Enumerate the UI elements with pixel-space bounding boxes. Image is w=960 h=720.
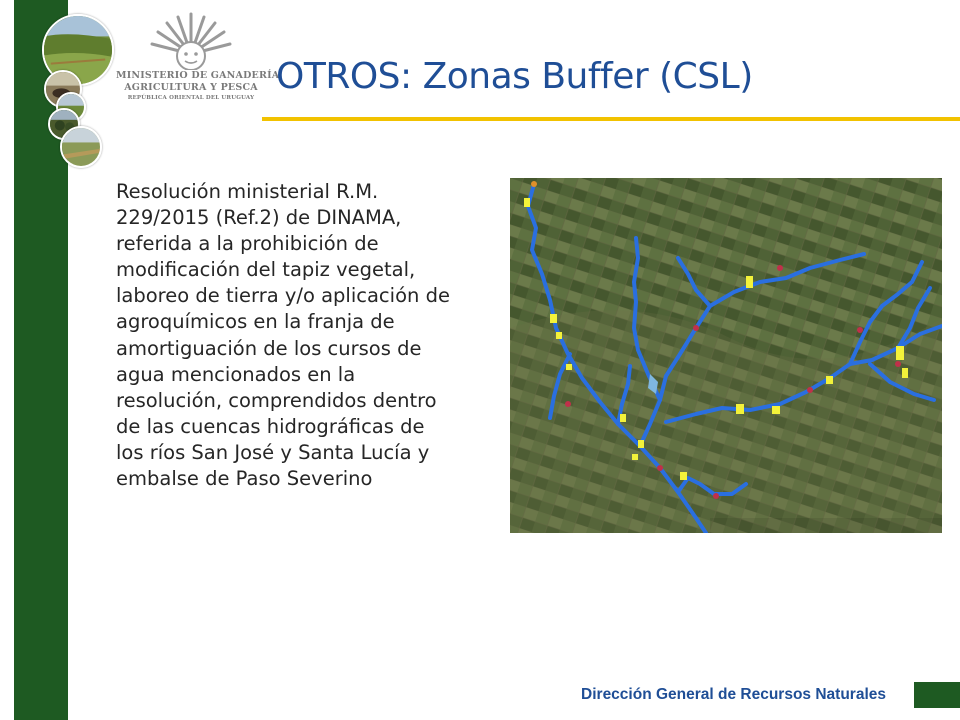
slide-body-text: Resolución ministerial R.M. 229/2015 (Ref.2) de DINAMA, referida a la prohibición de modificación del tapiz vegetal, laboreo de tierra y/o aplicación de agroquímicos en la franja de amortiguación de los cursos de agua mencionados en la resolución, comprendidos dentro de las cuencas hidrográficas de los ríos San José y Santa Lucía y embalse de Paso Severino — [116, 180, 450, 491]
crop-photo — [60, 126, 102, 168]
ministry-logo — [116, 10, 283, 106]
sun-emblem-icon — [148, 10, 234, 70]
logo-line-republic: REPÚBLICA ORIENTAL DEL URUGUAY — [127, 95, 255, 101]
footer-department-name: Dirección General de Recursos Naturales — [581, 686, 886, 703]
logo-line-ministry: MINISTERIO DE GANADERÍA, — [116, 70, 283, 81]
slide-title: OTROS: Zonas Buffer (CSL) — [276, 56, 753, 97]
footer-brand-block — [914, 682, 960, 708]
buffer-zone-satellite-map — [510, 178, 942, 533]
title-underline — [262, 117, 960, 121]
logo-line-agriculture: AGRICULTURA Y PESCA — [124, 82, 258, 93]
